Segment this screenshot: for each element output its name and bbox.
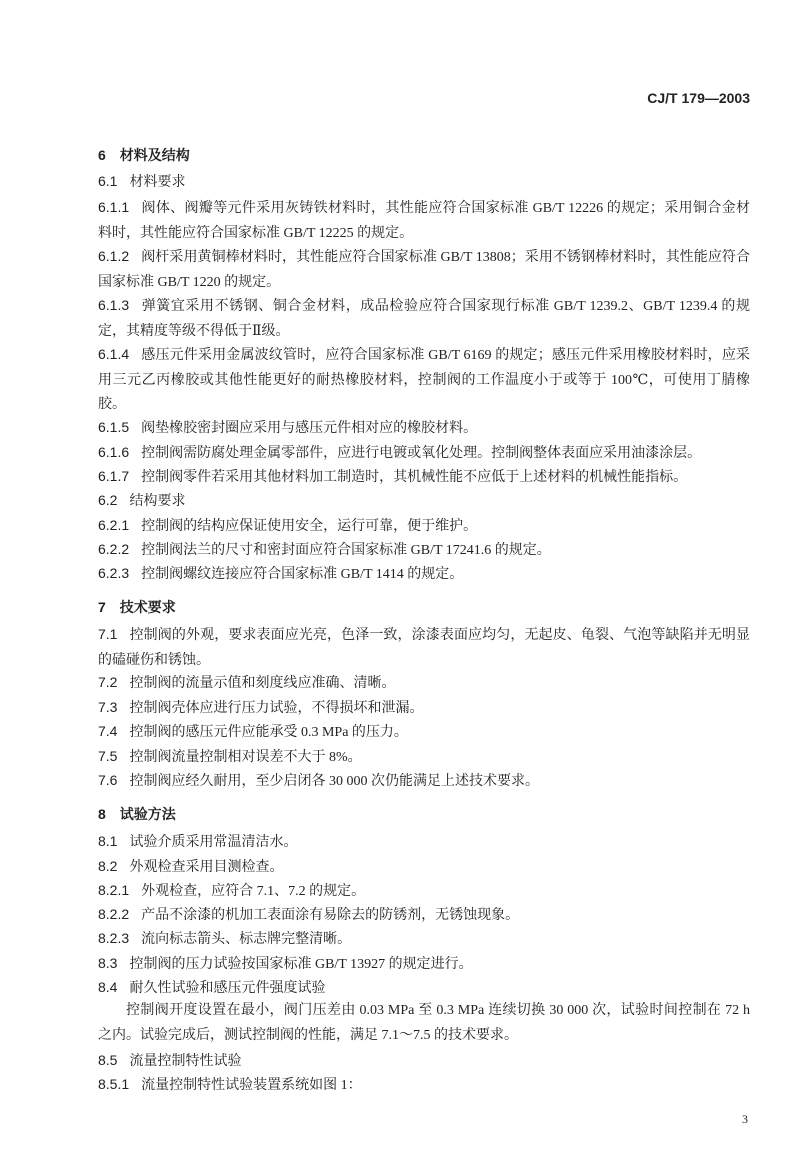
clause-paragraph [98,999,750,1048]
clause-text: 阀垫橡胶密封圈应采用与感压元件相对应的橡胶材料。 [141,421,478,436]
clause-text: 控制阀流量控制相对误差不大于 8%。 [129,750,362,765]
clause-paragraph [98,1072,750,1099]
clause-paragraph [98,464,750,491]
subsection-heading [98,488,750,515]
section-heading [98,802,750,829]
clause-text: 控制阀法兰的尺寸和密封面应符合国家标准 GB/T 17241.6 的规定。 [141,543,551,558]
clause-paragraph [98,415,750,442]
page-number: 3 [742,1112,748,1126]
clause-text: 材料要求 [129,175,186,190]
clause-text: 产品不涂漆的机加工表面涂有易除去的防锈剂，无锈蚀现象。 [141,908,520,923]
clause-text: 控制阀应经久耐用，至少启闭各 30 000 次仍能满足上述技术要求。 [129,774,539,789]
clause-number: 6.2 [98,492,118,508]
clause-paragraph [98,537,750,564]
clause-text: 流量控制特性试验 [129,1054,242,1069]
clause-number: 6.1.6 [98,444,130,460]
clause-paragraph [98,695,750,722]
clause-text: 控制阀的感压元件应能承受 0.3 MPa 的压力。 [129,725,408,740]
clause-paragraph [98,878,750,905]
clause-number: 7.5 [98,748,118,764]
clause-number: 8 [98,806,106,822]
clause-text: 阀体、阀瓣等元件采用灰铸铁材料时，其性能应符合国家标准 GB/T 12226 的规定；采用铜合金材料时，其性能应符合国家标准 GB/T 12225 的规定。 [98,201,750,241]
clause-number: 6.1.3 [98,297,130,313]
clause-number: 8.2.3 [98,930,130,946]
clause-text: 控制阀需防腐处理金属零部件，应进行电镀或氧化处理。控制阀整体表面应采用油漆涂层。 [141,446,702,461]
clause-paragraph [98,513,750,540]
clause-text: 结构要求 [129,494,186,509]
clause-number: 6.2.2 [98,541,130,557]
clause-number: 8.4 [98,979,118,995]
clause-text: 流量控制特性试验装置系统如图 1： [141,1078,362,1093]
clause-paragraph [98,975,750,1002]
clause-paragraph [98,719,750,746]
clause-paragraph [98,926,750,953]
clause-paragraph [98,829,750,856]
clause-text: 控制阀的外观，要求表面应光亮，色泽一致，涂漆表面应均匀，无起皮、龟裂、气泡等缺陷并无明显的磕碰伤和锈蚀。 [98,628,750,668]
clause-text: 控制阀的流量示值和刻度线应准确、清晰。 [129,676,396,691]
clause-number: 6.1.5 [98,419,130,435]
clause-text: 试验方法 [119,808,176,823]
clause-paragraph [98,293,750,344]
clause-text: 试验介质采用常温清洁水。 [129,835,298,850]
clause-paragraph [98,902,750,929]
clause-text: 耐久性试验和感压元件强度试验 [129,981,326,996]
clause-text: 控制阀的压力试验按国家标准 GB/T 13927 的规定进行。 [129,957,473,972]
clause-number: 6.2.1 [98,517,130,533]
clause-number: 7.2 [98,674,118,690]
clause-number: 7.4 [98,723,118,739]
clause-text: 阀杆采用黄铜棒材料时，其性能应符合国家标准 GB/T 13808；采用不锈钢棒材料时，其性能应符合国家标准 GB/T 1220 的规定。 [98,250,750,290]
clause-paragraph [98,951,750,978]
clause-number: 7 [98,599,106,615]
clause-text: 材料及结构 [119,149,190,164]
clause-paragraph [98,244,750,295]
clause-number: 6.1.4 [98,346,130,362]
section-heading [98,595,750,622]
clause-text: 外观检查，应符合 7.1、7.2 的规定。 [141,884,366,899]
clause-paragraph [98,854,750,881]
clause-paragraph [98,1048,750,1075]
clause-number: 6.1.2 [98,248,130,264]
standard-code-header: CJ/T 179—2003 [647,90,750,106]
clause-paragraph [98,561,750,588]
clause-text: 感压元件采用金属波纹管时，应符合国家标准 GB/T 6169 的规定；感压元件采用橡胶材料时，应采用三元乙丙橡胶或其他性能更好的耐热橡胶材料，控制阀的工作温度小于或等于 100℃，可使用丁腈橡胶。 [98,348,750,412]
clause-number: 7.6 [98,772,118,788]
clause-number: 8.5 [98,1052,118,1068]
clause-number: 7.1 [98,626,118,642]
clause-paragraph [98,768,750,795]
clause-text: 控制阀开度设置在最小，阀门压差由 0.03 MPa 至 0.3 MPa 连续切换 30 000 次，试验时间控制在 72 h 之内。试验完成后，测试控制阀的性能，满足 7.1～7.5 的技术要求。 [98,1003,750,1043]
clause-text: 技术要求 [119,601,176,616]
clause-paragraph [98,195,750,246]
clause-paragraph [98,622,750,673]
clause-paragraph [98,440,750,467]
clause-number: 8.1 [98,833,118,849]
clause-number: 7.3 [98,699,118,715]
section-heading [98,143,750,170]
clause-number: 6.1 [98,173,118,189]
clause-text: 流向标志箭头、标志牌完整清晰。 [141,932,352,947]
clause-number: 8.5.1 [98,1076,130,1092]
clause-number: 6.1.1 [98,199,130,215]
clause-number: 8.2.2 [98,906,130,922]
clause-paragraph [98,670,750,697]
clause-text: 控制阀壳体应进行压力试验，不得损坏和泄漏。 [129,701,424,716]
clause-text: 外观检查采用目测检查。 [129,860,284,875]
clause-number: 6 [98,147,106,163]
clause-number: 8.2 [98,858,118,874]
clause-number: 8.3 [98,955,118,971]
clause-text: 控制阀螺纹连接应符合国家标准 GB/T 1414 的规定。 [141,567,464,582]
subsection-heading [98,169,750,196]
clause-number: 8.2.1 [98,882,130,898]
clause-number: 6.1.7 [98,468,130,484]
clause-text: 控制阀零件若采用其他材料加工制造时，其机械性能不应低于上述材料的机械性能指标。 [141,470,688,485]
clause-text: 控制阀的结构应保证使用安全，运行可靠，便于维护。 [141,519,478,534]
clause-paragraph [98,744,750,771]
clause-number: 6.2.3 [98,565,130,581]
clause-text: 弹簧宜采用不锈钢、铜合金材料，成品检验应符合国家现行标准 GB/T 1239.2、GB/T 1239.4 的规定，其精度等级不得低于Ⅱ级。 [98,299,750,339]
clause-paragraph [98,342,750,418]
